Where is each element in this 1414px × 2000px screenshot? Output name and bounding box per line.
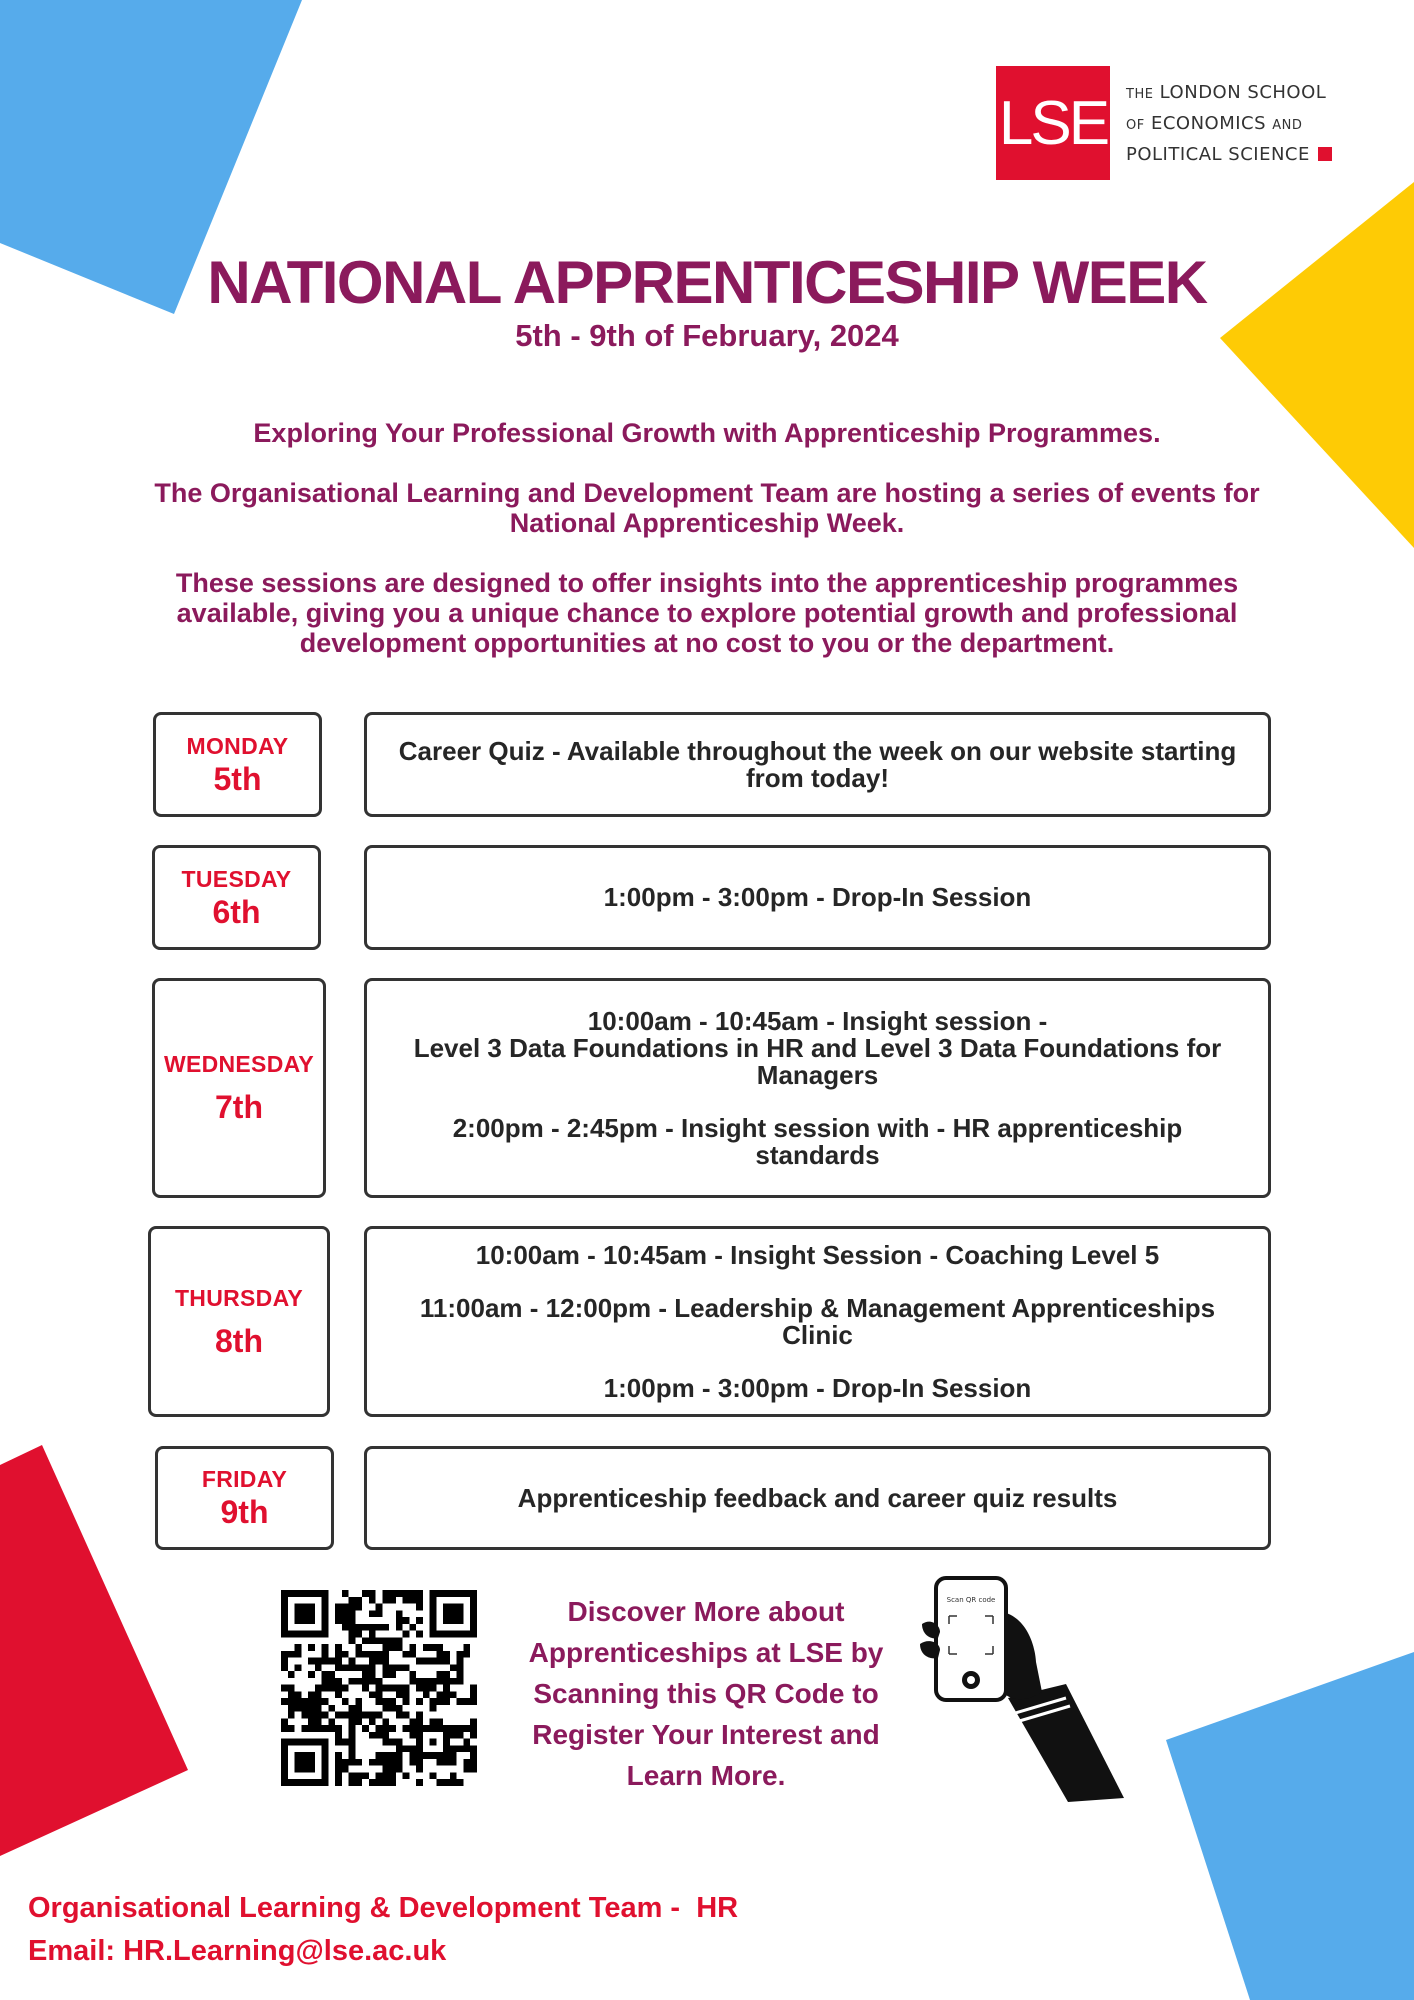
- day-name: THURSDAY: [174, 1284, 304, 1311]
- lse-logo: [996, 66, 1332, 180]
- day-name: FRIDAY: [201, 1466, 288, 1492]
- day-date: 9th: [220, 1494, 269, 1530]
- day-date: 6th: [212, 893, 261, 930]
- event-text: 11:00am - 12:00pm - Leadership & Management Apprenticeships Clinic: [419, 1292, 1216, 1350]
- footer-team: Organisational Learning & Development Team - HR: [28, 1892, 739, 1924]
- page-title: NATIONAL APPRENTICESHIP WEEK: [207, 249, 1207, 316]
- day-name: WEDNESDAY: [163, 1051, 315, 1077]
- event-text: Career Quiz - Available throughout the week on our website starting from today!: [398, 735, 1237, 793]
- phone-screen-label: Scan QR code: [946, 1596, 996, 1604]
- lse-logo-wordmark: THE LONDON SCHOOL OF ECONOMICS AND POLITICAL SCIENCE: [1126, 78, 1332, 169]
- event-text: 10:00am - 10:45am - Insight Session - Coaching Level 5: [475, 1239, 1160, 1270]
- event-text: 2:00pm - 2:45pm - Insight session with - HR apprenticeship standards: [452, 1112, 1183, 1170]
- footer-contact: [28, 1887, 738, 1973]
- event-text: 1:00pm - 3:00pm - Drop-In Session: [603, 1372, 1032, 1403]
- footer-email[interactable]: Email: HR.Learning@lse.ac.uk: [28, 1935, 447, 1967]
- day-box-thursday: [148, 1226, 330, 1417]
- intro-line: The Organisational Learning and Development Team are hosting a series of events for National Apprenticeship Week.: [154, 478, 1260, 538]
- event-box-wednesday: [364, 978, 1271, 1198]
- intro-line: These sessions are designed to offer insights into the apprenticeship programmes available, giving you a unique chance to explore potential growth and professional development opportunities at no cost to you or the department.: [175, 568, 1239, 658]
- lse-logo-mark: LSE: [996, 66, 1110, 180]
- day-date: 8th: [215, 1322, 263, 1359]
- event-text: Apprenticeship feedback and career quiz results: [517, 1482, 1118, 1513]
- intro-line: Exploring Your Professional Growth with Apprenticeship Programmes.: [253, 418, 1161, 448]
- event-text: 10:00am - 10:45am - Insight session -: [587, 1005, 1048, 1036]
- qr-code[interactable]: [281, 1590, 477, 1786]
- discover-more-text: Discover More about Apprenticeships at LSE by Scanning this QR Code to Register Your Interest and Learn More.: [528, 1596, 884, 1791]
- day-box-tuesday: [152, 845, 321, 950]
- day-box-wednesday: [152, 978, 326, 1198]
- day-date: 5th: [213, 760, 262, 797]
- logo-red-square: [1318, 147, 1332, 161]
- event-box-tuesday: [364, 845, 1271, 950]
- day-name: MONDAY: [186, 732, 289, 759]
- event-text: Level 3 Data Foundations in HR and Level 3 Data Foundations for Managers: [413, 1032, 1222, 1090]
- day-name: TUESDAY: [181, 865, 292, 892]
- event-box-friday: [364, 1446, 1271, 1550]
- event-dates: 5th - 9th of February, 2024: [515, 318, 899, 353]
- day-date: 7th: [215, 1089, 263, 1125]
- day-box-monday: [153, 712, 322, 817]
- blue-shape-bottom-right: [1166, 1652, 1414, 2000]
- event-text: 1:00pm - 3:00pm - Drop-In Session: [603, 882, 1032, 912]
- event-box-monday: [364, 712, 1271, 817]
- intro-text: [130, 418, 1284, 688]
- day-box-friday: [155, 1446, 334, 1550]
- hand-holding-phone-icon: [916, 1572, 1128, 1802]
- event-box-thursday: [364, 1226, 1271, 1417]
